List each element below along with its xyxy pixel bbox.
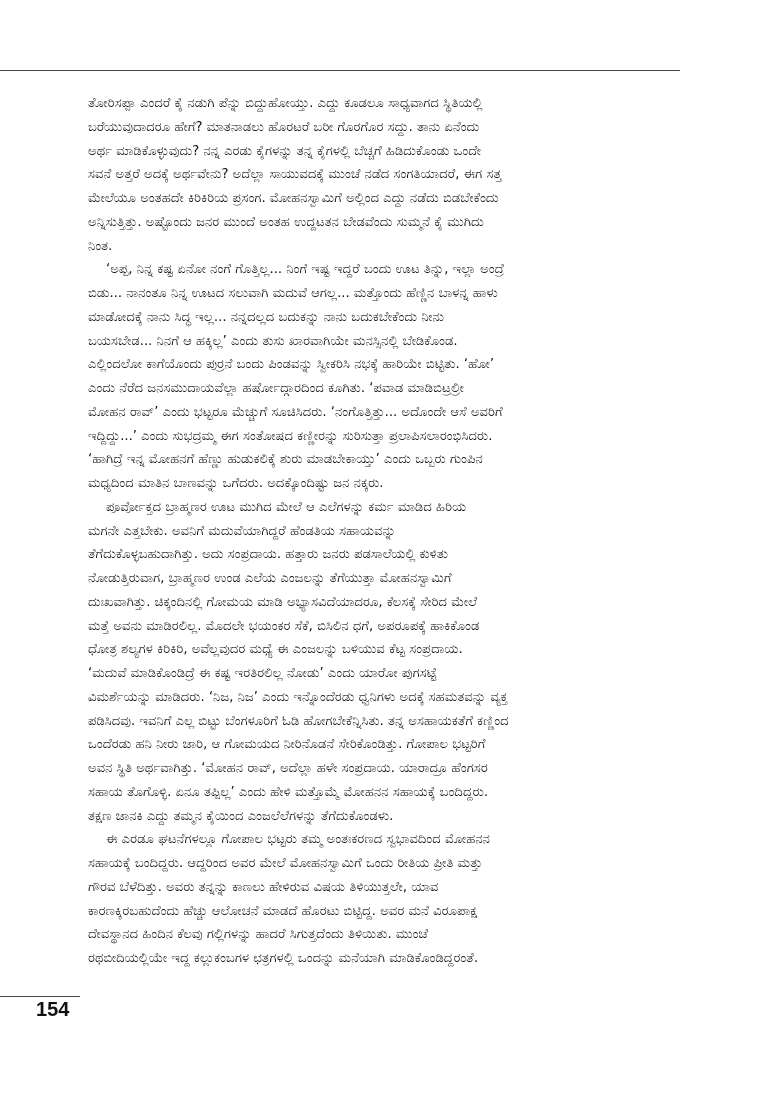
text-line: ಅರ್ಥ ಮಾಡಿಕೊಳ್ಳುವುದು? ನನ್ನ ಎರಡು ಕೈಗಳನ್ನು ತನ್ನ ಕೈಗಳಲ್ಲಿ ಬೆಚ್ಚಗೆ ಹಿಡಿದುಕೊಂಡು ಒಂದೇ [88, 143, 482, 159]
text-line: ಬಯಸಬೇಡ... ನಿನಗೆ ಆ ಹಕ್ಕಿಲ್ಲ’ ಎಂದು ತುಸು ಖಾರವಾಗಿಯೇ ಮನಸ್ಸಿನಲ್ಲಿ ಬೇಡಿಕೊಂಡ. [88, 333, 458, 349]
text-line: ಧೋತ್ರ ಶಲ್ಯಗಳ ಕಿರಿಕಿರಿ, ಅವೆಲ್ಲವುದರ ಮಧ್ಯೆ ಈ ಎಂಜಲನ್ನು ಬಳಿಯುವ ಕೆಟ್ಟ ಸಂಪ್ರದಾಯ. [88, 642, 463, 658]
text-line: ಮಗನೇ ಎತ್ತಬೇಕು. ಅವನಿಗೆ ಮದುವೆಯಾಗಿದ್ದರೆ ಹೆಂಡತಿಯ ಸಹಾಯವನ್ನು [88, 523, 396, 539]
text-line: ನಿಂತ. [88, 238, 113, 254]
text-line: ದುಃಖವಾಗಿತ್ತು. ಚಿಕ್ಕಂದಿನಲ್ಲಿ ಗೋಮಯ ಮಾಡಿ ಅಭ್ಯಾಸವಿದೆಯಾದರೂ, ಕೆಲಸಕ್ಕೆ ಸೇರಿದ ಮೇಲೆ [88, 594, 478, 610]
text-line: ‘ಮದುವೆ ಮಾಡಿಕೊಂಡಿದ್ರೆ ಈ ಕಷ್ಟ ಇರತಿರಲಿಲ್ಲ ನೋಡು’ ಎಂದು ಯಾರೋ ಪುಗಸಟ್ಟೆ [88, 666, 437, 681]
text-line: ಸಹಾಯಕ್ಕೆ ಬಂದಿದ್ದರು. ಆದ್ದರಿಂದ ಅವರ ಮೇಲೆ ಮೋಹನಸ್ವಾಮಿಗೆ ಒಂದು ರೀತಿಯ ಪ್ರೀತಿ ಮತ್ತು [88, 856, 483, 871]
text-line: ವಿಮರ್ಶೆಯನ್ನು ಮಾಡಿದರು. ‘ನಿಜ, ನಿಜ’ ಎಂದು ಇನ್ನೊಂದೆರಡು ಧ್ವನಿಗಳು ಅದಕ್ಕೆ ಸಹಮತವನ್ನು ವ್ಯಕ್ತ [88, 689, 508, 705]
text-line: ಗೌರವ ಬೆಳೆದಿತ್ತು. ಅವರು ತನ್ನನ್ನು ಕಾಣಲು ಹೇಳಿರುವ ವಿಷಯ ತಿಳಿಯುತ್ತಲೇ, ಯಾವ [88, 879, 439, 895]
text-line: ನೋಡುತ್ತಿರುವಾಗ, ಬ್ರಾಹ್ಮಣರ ಉಂಡ ಎಲೆಯ ಎಂಜಲನ್ನು ತೆಗೆಯುತ್ತಾ ಮೋಹನಸ್ವಾಮಿಗೆ [88, 571, 452, 586]
text-line: ಅನ್ನಿಸುತ್ತಿತ್ತು. ಅಷ್ಟೊಂದು ಜನರ ಮುಂದೆ ಅಂತಹ ಉದ್ದಟತನ ಬೇಡವೆಂದು ಸುಮ್ಮನೆ ಕೈ ಮುಗಿದು [88, 214, 484, 230]
page-number: 154 [36, 999, 70, 1021]
top-rule [0, 70, 680, 71]
text-line: ಮಧ್ಯದಿಂದ ಮಾತಿನ ಬಾಣವನ್ನು ಒಗೆದರು. ಅದಕ್ಕೊಂದಿಷ್ಟು ಜನ ನಕ್ಕರು. [88, 476, 384, 491]
text-line: ಪಡಿಸಿದವು. ಇವನಿಗೆ ಎಲ್ಲ ಬಿಟ್ಟು ಬೆಂಗಳೂರಿಗೆ ಓಡಿ ಹೋಗಬೇಕೆನ್ನಿಸಿತು. ತನ್ನ ಅಸಹಾಯಕತೆಗೆ ಕಣ್ಣಿಂದ [88, 713, 509, 729]
text-line: ಎಲ್ಲಿಂದಲೋ ಕಾಗೆಯೊಂದು ಪುರ್ರನೆ ಬಂದು ಪಿಂಡವನ್ನು ಸ್ವೀಕರಿಸಿ ನಭಕ್ಕೆ ಹಾರಿಯೇ ಬಿಟ್ಟಿತು. ‘ಹೋ’ [88, 357, 495, 373]
page-number-rule [0, 996, 80, 997]
text-line: ಮೋಹನ ರಾವ್’ ಎಂದು ಭಟ್ಟರೂ ಮೆಚ್ಚುಗೆ ಸೂಚಿಸಿದರು. ‘ನಂಗೊತ್ತಿತ್ತು... ಅದೊಂದೇ ಆಸೆ ಅವರಿಗೆ [88, 404, 503, 420]
text-line: ಪೂರ್ವೋಕ್ತದ ಬ್ರಾಹ್ಮಣರ ಊಟ ಮುಗಿದ ಮೇಲೆ ಆ ಎಲೆಗಳನ್ನು ಕರ್ಮ ಮಾಡಿದ ಹಿರಿಯ [106, 499, 467, 515]
text-line: ಇದ್ದಿದ್ದು...’ ಎಂದು ಸುಭದ್ರಮ್ಮ ಈಗ ಸಂತೋಷದ ಕಣ್ಣೀರನ್ನು ಸುರಿಸುತ್ತಾ ಪ್ರಲಾಪಿಸಲಾರಂಭಿಸಿದರು. [88, 428, 493, 444]
text-line: ‘ಹಾಗಿದ್ರೆ ಇನ್ನ ಮೋಹನಗೆ ಹೆಣ್ಣು ಹುಡುಕಲಿಕ್ಕೆ ಶುರು ಮಾಡಬೇಕಾಯ್ತು’ ಎಂದು ಒಬ್ಬರು ಗುಂಪಿನ [88, 452, 483, 468]
text-line: ರಥಬೀದಿಯಲ್ಲಿಯೇ ಇದ್ದ ಕಲ್ಲುಕಂಬಗಳ ಛತ್ರಗಳಲ್ಲಿ ಒಂದನ್ನು ಮನೆಯಾಗಿ ಮಾಡಿಕೊಂಡಿದ್ದರಂತೆ. [88, 951, 479, 966]
text-line: ತೋರಿಸಪ್ಪಾ ಎಂದರೆ ಕೈ ನಡುಗಿ ಪೆನ್ನು ಬಿದ್ದುಹೋಯ್ತು. ಎದ್ದು ಕೂಡಲೂ ಸಾಧ್ಯವಾಗದ ಸ್ಥಿತಿಯಲ್ಲಿ [88, 96, 483, 111]
text-line: ಬರೆಯುವುದಾದರೂ ಹೇಗೆ? ಮಾತನಾಡಲು ಹೊರಟರೆ ಬರೀ ಗೊರಗೊರ ಸದ್ದು. ತಾನು ಏನೆಂದು [88, 119, 480, 135]
body-text [88, 92, 678, 971]
text-line: ಎಂದು ನೆರೆದ ಜನಸಮುದಾಯವೆಲ್ಲಾ ಹರ್ಷೋದ್ಗಾರದಿಂದ ಕೂಗಿತು. ‘ಪವಾಡ ಮಾಡಿಬಿಟ್ರಲ್ರೀ [88, 381, 464, 396]
text-line: ಮೇಲೆಯೂ ಅಂತಹದೇ ಕಿರಿಕಿರಿಯ ಪ್ರಸಂಗ. ಮೋಹನಸ್ವಾಮಿಗೆ ಅಲ್ಲಿಂದ ಎದ್ದು ನಡೆದು ಬಿಡಬೇಕೆಂದು [88, 191, 499, 206]
text-line: ದೇವಸ್ಥಾನದ ಹಿಂದಿನ ಕೆಲವು ಗಲ್ಲಿಗಳನ್ನು ಹಾದರೆ ಸಿಗುತ್ತದೆಂದು ತಿಳಿಯಿತು. ಮುಂಚೆ [88, 927, 428, 943]
text-line: ‘ಅಪ್ಪ, ನಿನ್ನ ಕಷ್ಟ ಏನೋ ನಂಗೆ ಗೊತ್ತಿಲ್ಲ... ನಿಂಗೆ ಇಷ್ಟ ಇದ್ದರೆ ಬಂದು ಊಟ ತಿನ್ನು, ಇಲ್ಲಾ ಅಂದ್ರೆ [106, 262, 505, 278]
text-line: ಒಂದೆರಡು ಹನಿ ನೀರು ಜಾರಿ, ಆ ಗೋಮಯದ ನೀರಿನೊಡನೆ ಸೇರಿಕೊಂಡಿತ್ತು. ಗೋಪಾಲ ಭಟ್ಟರಿಗೆ [88, 737, 486, 753]
text-line: ತಕ್ಷಣ ಜಾನಕಿ ಎದ್ದು ತಮ್ಮನ ಕೈಯಿಂದ ಎಂಜಲೆಲೆಗಳನ್ನು ತೆಗೆದುಕೊಂಡಳು. [88, 808, 394, 824]
text-line: ಮತ್ತೆ ಅವನು ಮಾಡಿರಲಿಲ್ಲ. ಮೊದಲೇ ಭಯಂಕರ ಸೆಕೆ, ಬಿಸಿಲಿನ ಧಗೆ, ಅಪರೂಪಕ್ಕೆ ಹಾಕಿಕೊಂಡ [88, 618, 480, 634]
text-line: ಸಹಾಯ ತೊಗೊಳ್ಳಿ. ಏನೂ ತಪ್ಪಿಲ್ಲ’ ಎಂದು ಹೇಳಿ ಮತ್ತೊಮ್ಮೆ ಮೋಹನನ ಸಹಾಯಕ್ಕೆ ಬಂದಿದ್ದರು. [88, 784, 489, 800]
text-line: ಅವನ ಸ್ಥಿತಿ ಅರ್ಥವಾಗಿತ್ತು. ‘ಮೋಹನ ರಾವ್, ಅದೆಲ್ಲಾ ಹಳೇ ಸಂಪ್ರದಾಯ. ಯಾರಾದ್ರೂ ಹೆಂಗಸರ [88, 761, 488, 776]
text-line: ಮಾಡೋದಕ್ಕೆ ನಾನು ಸಿದ್ಧ ಇಲ್ಲ... ನನ್ನದಲ್ಲದ ಬದುಕನ್ನು ನಾನು ಬದುಕಬೇಕೆಂದು ನೀನು [88, 309, 445, 325]
text-line: ಸವನೆ ಅತ್ತರೆ ಅದಕ್ಕೆ ಅರ್ಥವೇನು? ಅದೆಲ್ಲಾ ಸಾಯುವದಕ್ಕೆ ಮುಂಚೆ ನಡೆದ ಸಂಗತಿಯಾದರೆ, ಈಗ ಸತ್ತ [88, 167, 502, 183]
text-line: ಕಾರಣಕ್ಕಿರಬಹುದೆಂದು ಹೆಚ್ಚು ಆಲೋಚನೆ ಮಾಡದೆ ಹೊರಟು ಬಿಟ್ಟಿದ್ದ. ಅವರ ಮನೆ ವಿರೂಪಾಕ್ಷ [88, 903, 478, 919]
text-line: ಬಿಡು... ನಾನಂತೂ ನಿನ್ನ ಊಟದ ಸಲುವಾಗಿ ಮದುವೆ ಆಗಲ್ಲ... ಮತ್ತೊಂದು ಹೆಣ್ಣಿನ ಬಾಳನ್ನ ಹಾಳು [88, 286, 498, 301]
text-line: ಈ ಎರಡೂ ಘಟನೆಗಳಲ್ಲೂ ಗೋಪಾಲ ಭಟ್ಟರು ತಮ್ಮ ಅಂತಃಕರಣದ ಸ್ವಭಾವದಿಂದ ಮೋಹನನ [106, 832, 490, 848]
text-line: ತೆಗೆದುಕೊಳ್ಳಬಹುದಾಗಿತ್ತು. ಅದು ಸಂಪ್ರದಾಯ. ಹತ್ತಾರು ಜನರು ಪಡಸಾಲೆಯಲ್ಲಿ ಕುಳಿತು [88, 547, 449, 563]
